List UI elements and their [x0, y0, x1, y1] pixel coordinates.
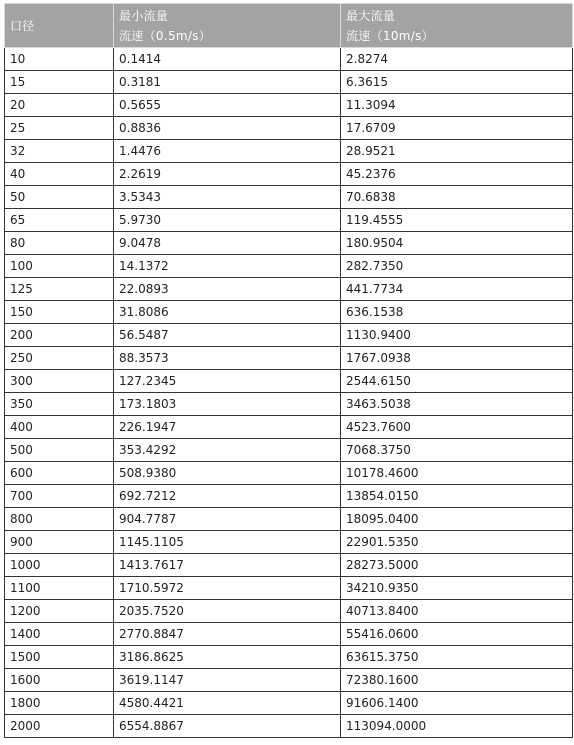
table-row	[5, 232, 573, 255]
table-row	[5, 577, 573, 600]
cell-max-flow: 180.9504	[341, 232, 573, 255]
table-row	[5, 94, 573, 117]
cell-min-flow: 2.2619	[114, 163, 341, 186]
table-row	[5, 623, 573, 646]
cell-max-flow: 70.6838	[341, 186, 573, 209]
cell-min-flow: 3619.1147	[114, 669, 341, 692]
cell-caliber: 15	[5, 71, 114, 94]
cell-caliber: 10	[5, 48, 114, 71]
table-row	[5, 140, 573, 163]
cell-min-flow: 226.1947	[114, 416, 341, 439]
cell-caliber: 900	[5, 531, 114, 554]
cell-min-flow: 56.5487	[114, 324, 341, 347]
table-row	[5, 163, 573, 186]
header-row	[5, 4, 573, 48]
table-row	[5, 117, 573, 140]
cell-max-flow: 13854.0150	[341, 485, 573, 508]
cell-caliber: 600	[5, 462, 114, 485]
cell-min-flow: 3.5343	[114, 186, 341, 209]
cell-caliber: 25	[5, 117, 114, 140]
cell-min-flow: 353.4292	[114, 439, 341, 462]
cell-caliber: 300	[5, 370, 114, 393]
cell-max-flow: 91606.1400	[341, 692, 573, 715]
table-body	[5, 48, 573, 738]
cell-min-flow: 2770.8847	[114, 623, 341, 646]
table-row	[5, 669, 573, 692]
table-row	[5, 485, 573, 508]
table-row	[5, 508, 573, 531]
table-row	[5, 554, 573, 577]
table-row	[5, 255, 573, 278]
cell-caliber: 1000	[5, 554, 114, 577]
cell-min-flow: 0.5655	[114, 94, 341, 117]
cell-min-flow: 1.4476	[114, 140, 341, 163]
cell-max-flow: 28273.5000	[341, 554, 573, 577]
cell-min-flow: 0.3181	[114, 71, 341, 94]
cell-min-flow: 9.0478	[114, 232, 341, 255]
cell-min-flow: 4580.4421	[114, 692, 341, 715]
cell-caliber: 20	[5, 94, 114, 117]
cell-caliber: 800	[5, 508, 114, 531]
cell-max-flow: 282.7350	[341, 255, 573, 278]
header-max-flow	[341, 4, 573, 48]
cell-caliber: 2000	[5, 715, 114, 738]
header-min-flow-title: 最小流量	[119, 8, 169, 23]
cell-min-flow: 904.7787	[114, 508, 341, 531]
table-row	[5, 646, 573, 669]
cell-caliber: 80	[5, 232, 114, 255]
cell-max-flow: 2544.6150	[341, 370, 573, 393]
cell-caliber: 350	[5, 393, 114, 416]
cell-min-flow: 31.8086	[114, 301, 341, 324]
table-row	[5, 531, 573, 554]
table-row	[5, 301, 573, 324]
table-row	[5, 600, 573, 623]
cell-max-flow: 1130.9400	[341, 324, 573, 347]
cell-max-flow: 113094.0000	[341, 715, 573, 738]
cell-caliber: 150	[5, 301, 114, 324]
cell-max-flow: 11.3094	[341, 94, 573, 117]
cell-max-flow: 6.3615	[341, 71, 573, 94]
cell-max-flow: 7068.3750	[341, 439, 573, 462]
cell-caliber: 500	[5, 439, 114, 462]
cell-caliber: 100	[5, 255, 114, 278]
header-max-flow-velocity: 流速（10m/s）	[346, 28, 434, 43]
cell-max-flow: 4523.7600	[341, 416, 573, 439]
table-row	[5, 692, 573, 715]
cell-max-flow: 441.7734	[341, 278, 573, 301]
cell-caliber: 65	[5, 209, 114, 232]
table-header	[5, 4, 573, 48]
flow-rate-table	[4, 3, 573, 738]
cell-caliber: 1800	[5, 692, 114, 715]
table-row	[5, 370, 573, 393]
cell-max-flow: 3463.5038	[341, 393, 573, 416]
cell-min-flow: 14.1372	[114, 255, 341, 278]
cell-max-flow: 119.4555	[341, 209, 573, 232]
table-row	[5, 393, 573, 416]
table-row	[5, 71, 573, 94]
header-caliber-label: 口径	[10, 18, 35, 33]
table-row	[5, 347, 573, 370]
cell-max-flow: 17.6709	[341, 117, 573, 140]
cell-caliber: 1600	[5, 669, 114, 692]
cell-min-flow: 1710.5972	[114, 577, 341, 600]
table-row	[5, 209, 573, 232]
header-caliber	[5, 4, 114, 48]
cell-min-flow: 0.8836	[114, 117, 341, 140]
cell-min-flow: 2035.7520	[114, 600, 341, 623]
cell-max-flow: 45.2376	[341, 163, 573, 186]
cell-max-flow: 63615.3750	[341, 646, 573, 669]
cell-max-flow: 1767.0938	[341, 347, 573, 370]
table-row	[5, 416, 573, 439]
table-row	[5, 439, 573, 462]
cell-min-flow: 6554.8867	[114, 715, 341, 738]
table-row	[5, 278, 573, 301]
table-row	[5, 186, 573, 209]
cell-min-flow: 88.3573	[114, 347, 341, 370]
table-row	[5, 715, 573, 738]
header-max-flow-title: 最大流量	[346, 8, 396, 23]
table-row	[5, 462, 573, 485]
cell-max-flow: 55416.0600	[341, 623, 573, 646]
cell-caliber: 200	[5, 324, 114, 347]
cell-caliber: 1100	[5, 577, 114, 600]
cell-caliber: 1500	[5, 646, 114, 669]
cell-max-flow: 2.8274	[341, 48, 573, 71]
table-row	[5, 324, 573, 347]
cell-caliber: 400	[5, 416, 114, 439]
cell-min-flow: 22.0893	[114, 278, 341, 301]
cell-min-flow: 692.7212	[114, 485, 341, 508]
cell-min-flow: 3186.8625	[114, 646, 341, 669]
cell-caliber: 32	[5, 140, 114, 163]
cell-caliber: 1200	[5, 600, 114, 623]
cell-min-flow: 173.1803	[114, 393, 341, 416]
cell-min-flow: 127.2345	[114, 370, 341, 393]
cell-caliber: 50	[5, 186, 114, 209]
cell-min-flow: 5.9730	[114, 209, 341, 232]
cell-max-flow: 22901.5350	[341, 531, 573, 554]
cell-max-flow: 10178.4600	[341, 462, 573, 485]
cell-max-flow: 40713.8400	[341, 600, 573, 623]
cell-max-flow: 636.1538	[341, 301, 573, 324]
cell-min-flow: 0.1414	[114, 48, 341, 71]
cell-caliber: 700	[5, 485, 114, 508]
cell-max-flow: 18095.0400	[341, 508, 573, 531]
header-min-flow	[114, 4, 341, 48]
cell-min-flow: 508.9380	[114, 462, 341, 485]
cell-caliber: 40	[5, 163, 114, 186]
cell-min-flow: 1413.7617	[114, 554, 341, 577]
cell-max-flow: 28.9521	[341, 140, 573, 163]
header-min-flow-velocity: 流速（0.5m/s）	[119, 28, 212, 43]
cell-max-flow: 72380.1600	[341, 669, 573, 692]
cell-caliber: 125	[5, 278, 114, 301]
cell-caliber: 250	[5, 347, 114, 370]
table-row	[5, 48, 573, 71]
cell-max-flow: 34210.9350	[341, 577, 573, 600]
cell-caliber: 1400	[5, 623, 114, 646]
cell-min-flow: 1145.1105	[114, 531, 341, 554]
